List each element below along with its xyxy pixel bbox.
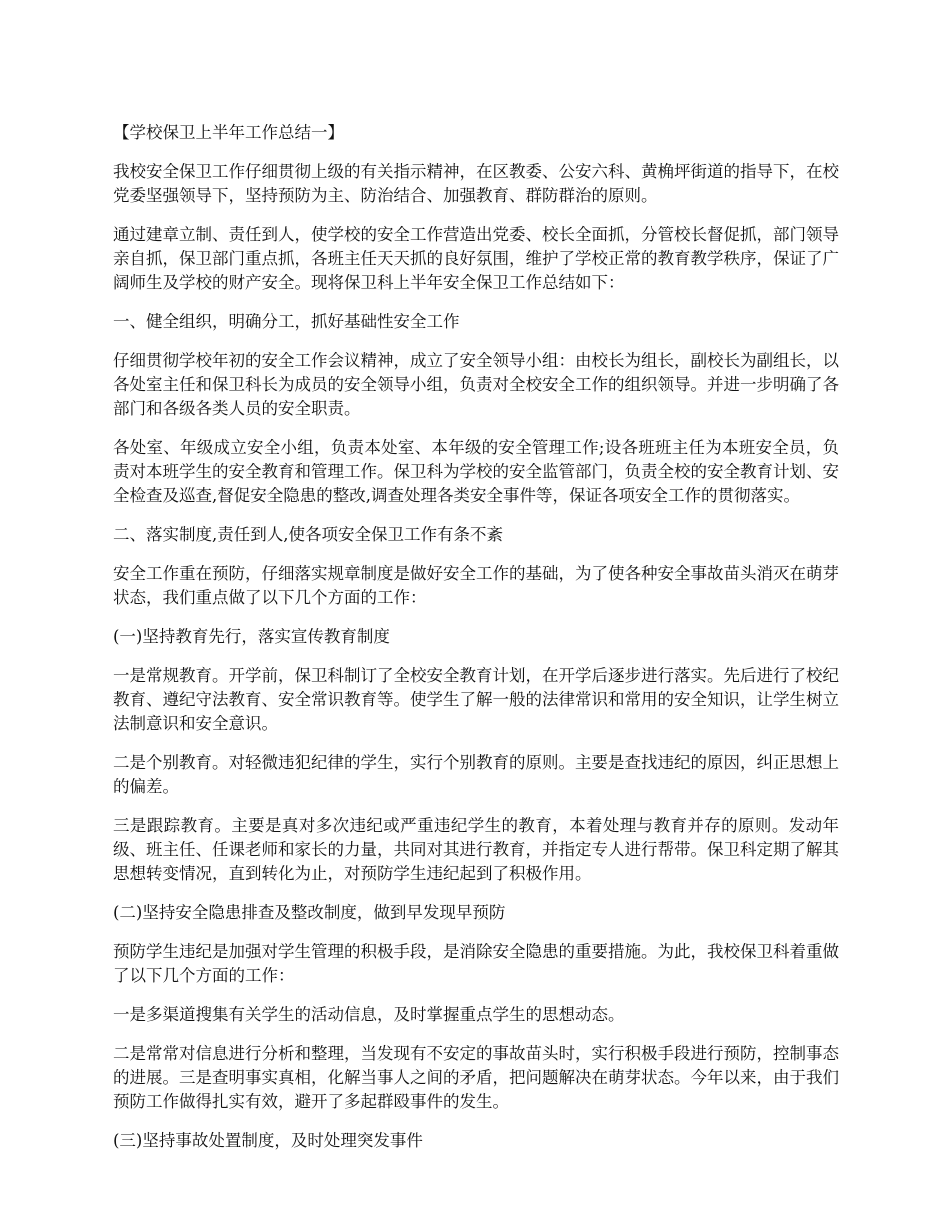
paragraph: 二是个别教育。对轻微违犯纪律的学生，实行个别教育的原则。主要是查找违纪的原因，纠正思想上的偏差。 xyxy=(113,753,839,796)
subsection-heading: (二)坚持安全隐患排查及整改制度，做到早发现早预防 xyxy=(113,903,506,922)
document-body xyxy=(113,121,839,1168)
document-title: 【学校保卫上半年工作总结一】 xyxy=(113,123,344,142)
paragraph: 预防学生违纪是加强对学生管理的积极手段，是消除安全隐患的重要措施。为此，我校保卫科着重做了以下几个方面的工作： xyxy=(113,942,839,985)
section-heading: 二、落实制度,责任到人,使各项安全保卫工作有条不紊 xyxy=(113,525,503,544)
paragraph: 一是多渠道搜集有关学生的活动信息，及时掌握重点学生的思想动态。 xyxy=(113,1005,625,1024)
paragraph: 我校安全保卫工作仔细贯彻上级的有关指示精神，在区教委、公安六科、黄桷坪街道的指导下，在校党委坚强领导下，坚持预防为主、防治结合、加强教育、群防群治的原则。 xyxy=(113,162,839,205)
paragraph: 各处室、年级成立安全小组，负责本处室、本年级的安全管理工作;设各班班主任为本班安全员，负责对本班学生的安全教育和管理工作。保卫科为学校的安全监管部门，负责全校的安全教育计划、安全检查及巡查,督促安全隐患的整改,调查处理各类安全事件等，保证各项安全工作的贯彻落实。 xyxy=(113,438,839,505)
subsection-heading: (一)坚持教育先行，落实宣传教育制度 xyxy=(113,627,390,646)
section-heading: 一、健全组织，明确分工，抓好基础性安全工作 xyxy=(113,312,460,331)
paragraph: 二是常常对信息进行分析和整理，当发现有不安定的事故苗头时，实行积极手段进行预防，控制事态的进展。三是查明事实真相，化解当事人之间的矛盾，把问题解决在萌芽状态。今年以来，由于我们预防工作做得扎实有效，避开了多起群殴事件的发生。 xyxy=(113,1044,839,1111)
paragraph: 安全工作重在预防，仔细落实规章制度是做好安全工作的基础，为了使各种安全事故苗头消灭在萌芽状态，我们重点做了以下几个方面的工作： xyxy=(113,564,839,607)
paragraph: 通过建章立制、责任到人，使学校的安全工作营造出党委、校长全面抓，分管校长督促抓，部门领导亲自抓，保卫部门重点抓，各班主任天天抓的良好氛围，维护了学校正常的教育教学秩序，保证了广阔师生及学校的财产安全。现将保卫科上半年安全保卫工作总结如下： xyxy=(113,225,839,292)
subsection-heading: (三)坚持事故处置制度，及时处理突发事件 xyxy=(113,1131,423,1150)
paragraph: 三是跟踪教育。主要是真对多次违纪或严重违纪学生的教育，本着处理与教育并存的原则。发动年级、班主任、任课老师和家长的力量，共同对其进行教育，并指定专人进行帮带。保卫科定期了解其思想转变情况，直到转化为止，对预防学生违纪起到了积极作用。 xyxy=(113,816,839,883)
paragraph: 仔细贯彻学校年初的安全工作会议精神，成立了安全领导小组：由校长为组长，副校长为副组长，以各处室主任和保卫科长为成员的安全领导小组，负责对全校安全工作的组织领导。并进一步明确了各部门和各级各类人员的安全职责。 xyxy=(113,351,839,418)
paragraph: 一是常规教育。开学前，保卫科制订了全校安全教育计划，在开学后逐步进行落实。先后进行了校纪教育、遵纪守法教育、安全常识教育等。使学生了解一般的法律常识和常用的安全知识，让学生树立法制意识和安全意识。 xyxy=(113,666,839,733)
